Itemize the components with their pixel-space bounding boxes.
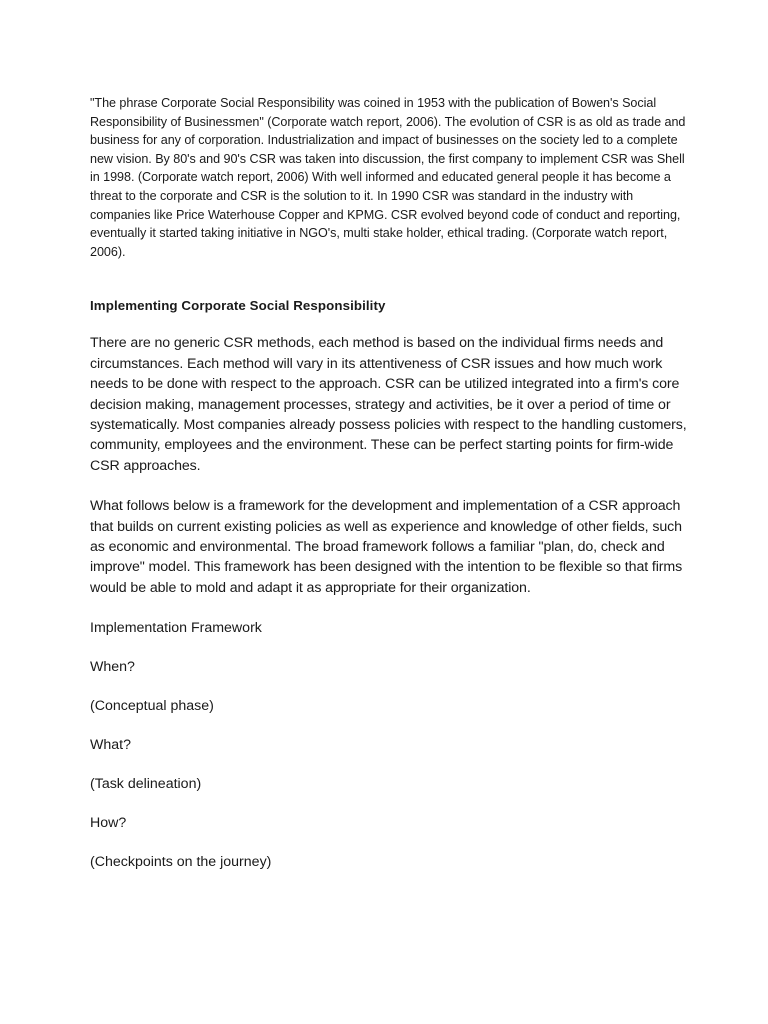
framework-line-conceptual-phase: (Conceptual phase) [90, 698, 214, 715]
framework-line-task-delineation: (Task delineation) [90, 776, 202, 793]
section-heading: Implementing Corporate Social Responsibility [90, 298, 386, 314]
body-paragraph-2: What follows below is a framework for the development and implementation of a CSR approach that builds on current existing policies as well as experience and knowledge of other fields, such as economic and environmental. The broad framework follows a familiar "plan, do, check and improve" model. This framework has been designed with the intention to be flexible so that firms would be able to mold and adapt it as appropriate for their organization. [90, 498, 683, 596]
document-page [90, 94, 690, 891]
body-paragraph-1: There are no generic CSR methods, each method is based on the individual firms needs and circumstances. Each method will vary in its attentiveness of CSR issues and how much work needs to be done with respect to the approach. CSR can be utilized integrated into a firm's core decision making, management processes, strategy and activities, be it over a period of time or systematically. Most companies already possess policies with respect to the handling customers, community, employees and the environment. These can be perfect starting points for firm-wide CSR approaches. [90, 335, 687, 474]
framework-line-how: How? [90, 815, 127, 832]
framework-line-when: When? [90, 659, 135, 676]
framework-line-checkpoints: (Checkpoints on the journey) [90, 854, 272, 871]
framework-line-what: What? [90, 737, 132, 754]
implementation-framework [90, 618, 690, 872]
framework-title: Implementation Framework [90, 620, 262, 637]
intro-paragraph: "The phrase Corporate Social Responsibility was coined in 1953 with the publication of Bowen's Social Responsibility of Businessmen" (Corporate watch report, 2006). The evolution of CSR is as old as trade and business for any of corporation. Industrialization and impact of businesses on the society led to a complete new vision. By 80's and 90's CSR was taken into discussion, the first company to implement CSR was Shell in 1998. (Corporate watch report, 2006) With well informed and educated general people it has become a threat to the corporate and CSR is the solution to it. In 1990 CSR was standard in the industry with companies like Price Waterhouse Copper and KPMG. CSR evolved beyond code of conduct and reporting, eventually it started taking initiative in NGO's, multi stake holder, ethical trading. (Corporate watch report, 2006). [90, 96, 686, 259]
